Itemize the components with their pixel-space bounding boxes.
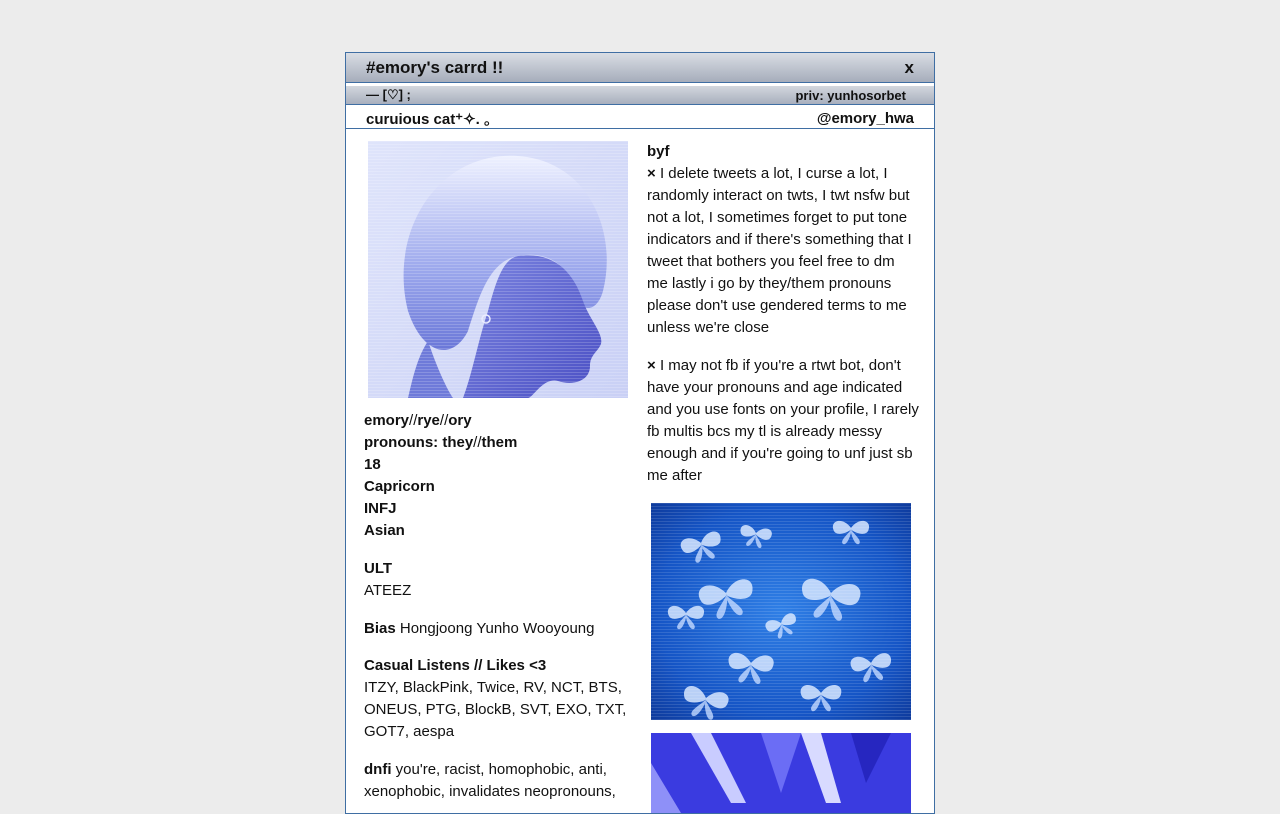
- twitter-handle[interactable]: @emory_hwa: [816, 109, 914, 127]
- ult-section: [364, 558, 632, 602]
- title-bar: [346, 53, 934, 83]
- dnfi-value: you're, racist, homophobic, anti, xenophobic, invalidates neopronouns,: [364, 761, 616, 800]
- right-column: [647, 141, 919, 813]
- age: 18: [364, 456, 381, 473]
- ult-label: ULT: [364, 560, 393, 577]
- window-title: #emory's carrd !!: [366, 57, 504, 77]
- ult-value: ATEEZ: [364, 582, 412, 599]
- heart-tag: — [♡] ;: [366, 87, 411, 102]
- byf-paragraph-2: × I may not fb if you're a rtwt bot, don't have your pronouns and age indicated and you use fonts on your profile, I rarely fb multis bcs my tl is already messy enough and if you're going to unf just sb me after: [647, 357, 919, 484]
- bias-section: [364, 618, 632, 640]
- byf-paragraph-1: × I delete tweets a lot, I curse a lot, I randomly interact on twts, I twt nsfw but not a lot, I sometimes forget to put tone indicators and if there's something that I tweet that bothers you feel free to dm me lastly i go by they/them pronouns please don't use gendered terms to me unless we're close: [647, 165, 912, 336]
- pronouns-line: pronouns: they//them: [364, 434, 518, 451]
- butterflies-image: [651, 503, 911, 720]
- dnfi-label: dnfi: [364, 761, 392, 778]
- casual-listens-section: [364, 655, 632, 743]
- carrd-window: [345, 52, 935, 814]
- casual-listens-label: Casual Listens // Likes <3: [364, 657, 547, 674]
- name-line: emory//rye//ory: [364, 412, 472, 429]
- bias-value: Hongjoong Yunho Wooyoung: [399, 620, 595, 637]
- zodiac-sign: Capricorn: [364, 478, 435, 495]
- mbti-type: INFJ: [364, 500, 397, 517]
- dnfi-section: [364, 759, 632, 803]
- blue-abstract-image: [651, 733, 911, 813]
- ethnicity: Asian: [364, 522, 405, 539]
- profile-portrait-image: [368, 141, 628, 398]
- close-button[interactable]: x: [904, 57, 914, 77]
- status-bar: [346, 108, 934, 129]
- left-column: [364, 141, 632, 803]
- bullet-icon: ×: [647, 357, 656, 374]
- priv-account[interactable]: priv: yunhosorbet: [795, 87, 906, 103]
- profile-info: [364, 410, 632, 542]
- bias-label: Bias: [364, 620, 396, 637]
- casual-listens-value: ITZY, BlackPink, Twice, RV, NCT, BTS, ONEUS, PTG, BlockB, SVT, EXO, TXT, GOT7, aespa: [364, 679, 627, 740]
- bullet-icon: ×: [647, 165, 656, 182]
- byf-title: byf: [647, 143, 670, 160]
- curious-cat-link[interactable]: curuious cat⁺✧. ｡: [366, 110, 492, 128]
- sub-bar: [346, 86, 934, 105]
